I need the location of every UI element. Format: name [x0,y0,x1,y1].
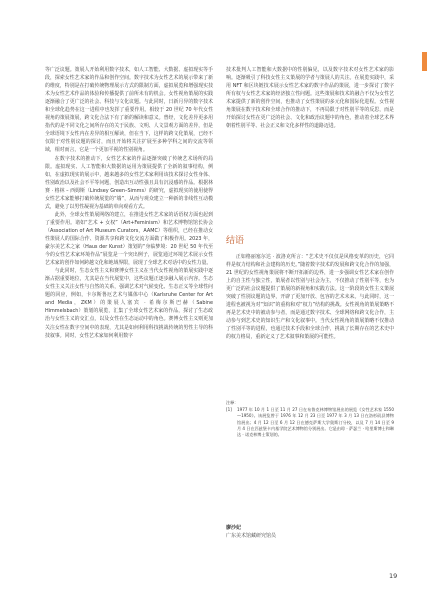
body-paragraph: 等广泛议题。策展人开始利用数字技术，如人工智能、大数据、虚拟现实等手段，探索女性艺术家的作品和创作空间。数字技术为女性艺术的展示带来了新的维度，特别是在打破传统物理展示方式的限制方面，虚拟展览和增强现实技术为女性艺术作品的体验和传播提供了前所未有的机会。女性视角策展的实践逐渐融合了更广泛的社会、科技与文化议题。与此同时，日新月异的数字技术和全球化趋势在这一进程中也发挥了重要作用。相较于 20 世纪 70 年代女性视角的策展策展，跨文化合法下有了新的解读和意义。曾经，文化差异更多用指代的是不同文化之间所存在的关于民族、文明、人文景观方面的差异，但是全球语境下女性内在差异的相互解读，但在当下，这样的跨文化策展，已经不仅限于对性别议题的探讨，而且开始将关注扩展至多种学科之间的交流等领域，相对而言，它是一个更加平视的性别视角。 [45,67,213,154]
footnote-item [226,407,394,438]
conclusion-text [226,253,394,342]
footnote-text: 1977 年 10 月 1 日至 11 月 27 日在布鲁克林博物馆展出的展览《女性艺术家 1550—1950》。该展览曾于 1976 年 12 月 23 日至 1977 年 3 月 13 日在洛杉矶县博物馆展出；4 月 12 日至 6 月 12 日在德克萨斯大学奥斯汀分校，以及 7 月 14 日至 9 月 4 日在匹兹堡卡内基学院艺术博物馆分别展出。它是由琼 · 萨瑟兰 · 哈里斯博士和琳达 · 诺克林博士策划的。 [237,407,394,438]
section-heading: 结语 [226,236,245,246]
footnotes [226,400,394,438]
author-block [226,524,276,540]
footnotes-title: 注释： [226,400,239,405]
body-paragraph: 技术批判人工智能和大数据中的性别偏见，以及数字技术对女性艺术家的影响。逐渐吸引了科技女性主义策展的学者与策展人的关注。在展览实践中，采用 NFT 和区块链技术展示女性艺术家的数字作品的策展，进一步探讨了数字所有权与女性艺术家的经济独立性问题。这些策展和技术的融合不仅为女性艺术家提供了新的创作空间，也推动了女性策展的多元化和国际化进程。女性视角策展在数字技术和全球合作的推动下，不再局限于对性别平等的反思，而是开始探讨女性在更广泛的社会、文化和政治议题中的角色，推动着全球艺术界朝着性别平等、社会正义和文化多样性的道路迈进。 [226,67,394,130]
page-number: 19 [389,572,398,580]
body-paragraph: 与此同时，生态女性主义和赛博女性主义在当代女性视角的策展实践中逐渐占据重要地位，尤其是在当代展览中，这些议题正逐步融入展示内容。生态女性主义关注女性与自然的关系，强调艺术对气候变化、生态正义等全球性问题的回应，例如，卡尔斯鲁厄艺术与媒体中心（Karlsruhe Center for Art and Media，ZKM）的策展人塞宾 · 希梅尔斯巴赫（Sabine Himmelsbach）策划的展览，汇集了全球女性艺术家的作品，探讨了生态政治与女性主义的交汇点，以及女性在生态运动中的角色。赛博女性主义则更加关注女性在数字空间中的表现，尤其是如何利用科技挑战传统的男性主导的科技叙事。同时，女性艺术家如何利用数字 [45,268,213,339]
body-paragraph: 此外，全球女性策展网络的建立，在推进女性艺术家的话语权方面也起到了重要作用。诸如“艺术 + 女权”（Art+Feminism）和艺术博物馆馆长协会（Association of Art Museum Curators，AAMC）等组织，已经在推动女性策展人的国际合作、资源共享和跨文化交流方面做了积极作用。2023 年，豪尔美艺术之家（Haus der Kunst）策划的“身临梦境：20 世纪 50 年代至今的女性艺术家环境作品”展览是一个突出例子，展览通过环境艺术展示女性艺术家的创作如何跨越文化和地域界限，展现了全球艺术对话中的女性力量。 [45,211,213,267]
body-paragraph: 正如格丽塞尔达 · 波洛克所言：“艺术史不仅仅是风格变革的历史，它同样是权力结构和社会建构的历史。”随着数字技术的发展和跨文化合作的加强，21 世纪的女性视角策展将不断开拓新的边界，进一步强调女性艺术家在创作上的自主性与独立性，策展者以性别与社会为主，不仅推动了性别平等，也为更广泛的社会议题提供了策展的新视角和实践方法。这一阶段的女性主义策展突破了性别议题的边界，开辟了更加开放、包容的艺术未来。与此同时，这一进程也被视为对“知识”的重构和对“权力”结构的挑战。女性视角的策展策略不再是艺术史中的被动参与者，而是通过数字技术、全球网络和跨文化合作，主动参与到艺术史的知识生产和文化叙事中。当代女性视角的策展策略不仅推动了性别平等的进程，也通过技术手段和全球合作，挑战了长期存在的艺术史中的权力格局，重新定义了艺术叙事和策展的可能性。 [226,254,394,341]
footnote-number: [1] [226,407,232,413]
author-name: 廖沙妃 [226,525,242,531]
right-column-intro [226,66,394,130]
author-affiliation: 广东美术馆藏研究馆员 [226,533,277,539]
section-tab-marker [422,52,427,71]
left-column [45,66,213,340]
body-paragraph: 在数字技术的推动下，女性艺术家的作品逐渐突破了传统艺术场所的局限。虚拟现实、人工智能和大数据的运用为策展提供了全新的叙事结构，例如，在虚拟现实的展示中，越来越多的女性艺术家利用该技术探讨女性身体、性别政治以及社会不平等问题，创造出互动性强且具有沉浸感的作品。根据林赛 · 格林 – 西姆斯（Lindsey Green–Simms）的研究，虚拟现实的使用使得女性艺术家能够打破传统展览的“墙”，从而与观众建立一种新的非线性互动模式，避免了以男性凝视为基础的单向观看方式。 [45,155,213,210]
